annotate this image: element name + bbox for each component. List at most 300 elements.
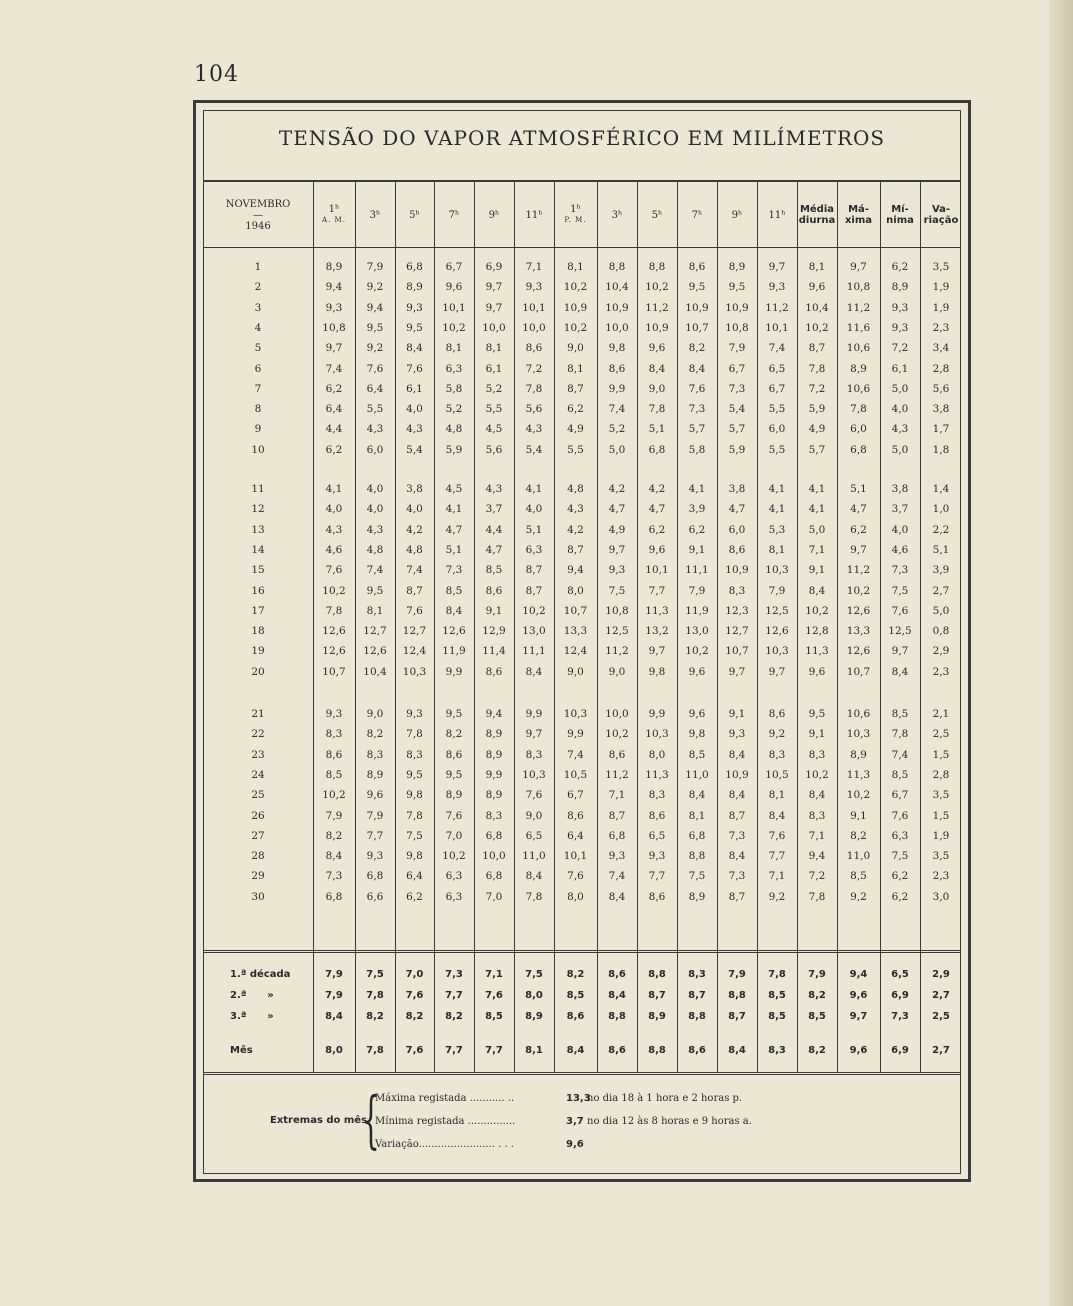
table-cell: 7,1 (525, 261, 543, 273)
table-cell: 4,0 (366, 483, 384, 495)
table-cell: 8,1 (485, 342, 503, 355)
table-cell: 7,3 (891, 564, 909, 577)
summary-cell: 7,8 (366, 990, 384, 1001)
table-cell: 7,9 (366, 809, 384, 822)
table-cell: 7,3 (445, 564, 463, 577)
table-cell: 6,6 (366, 890, 384, 903)
table-cell: 7,6 (525, 789, 543, 802)
table-cell: 8,1 (366, 604, 384, 617)
table-cell: 8,4 (891, 665, 909, 678)
table-cell: 10,2 (805, 604, 829, 617)
table-cell: 6,8 (688, 829, 706, 842)
extreme-max-name: Máxima registada ........... .. (375, 1093, 515, 1104)
table-cell: 11,1 (685, 564, 709, 577)
table-cell: 6,4 (325, 403, 343, 416)
table-cell: 9,7 (485, 301, 503, 314)
table-cell: 10,7 (685, 321, 709, 334)
table-cell: 5,7 (728, 423, 746, 436)
summary-cell: 7,8 (366, 1045, 384, 1056)
table-cell: 10,8 (846, 281, 871, 294)
column-header-label: 9ʰ (488, 209, 500, 221)
table-cell: 8,4 (688, 362, 706, 375)
summary-cell: 8,8 (648, 969, 666, 980)
table-cell: 7,8 (808, 890, 826, 903)
table-cell: 8,4 (808, 789, 826, 802)
table-cell: 4,8 (406, 543, 423, 556)
table-cell: 8,2 (366, 728, 384, 741)
table-cell: 10,3 (402, 665, 427, 678)
table-cell: 4,0 (891, 403, 909, 416)
header-year: 1946 (245, 220, 271, 232)
row-day: 17 (251, 604, 265, 617)
table-cell: 9,3 (525, 281, 543, 294)
row-day: 26 (251, 809, 265, 822)
column-header (677, 186, 717, 244)
table-cell: 9,3 (325, 708, 343, 720)
table-cell: 8,6 (567, 809, 584, 822)
table-cell: 4,3 (891, 423, 909, 436)
header-month: NOVEMBRO (225, 198, 291, 210)
table-cell: 11,2 (765, 301, 789, 314)
table-cell: 6,0 (850, 423, 867, 436)
table-cell: 8,9 (728, 261, 746, 273)
table-cell: 9,4 (808, 850, 826, 863)
summary-cell: 7,3 (891, 1011, 909, 1022)
summary-cell: 8,5 (566, 990, 585, 1001)
table-cell: 8,7 (728, 890, 746, 903)
table-cell: 12,6 (765, 625, 789, 638)
summary-cell: 8,2 (405, 1011, 424, 1022)
table-cell: 8,6 (525, 342, 543, 355)
table-cell: 5,9 (808, 403, 826, 416)
table-cell: 7,5 (891, 850, 909, 863)
summary-cell: 2,5 (932, 1011, 950, 1022)
table-cell: 7,8 (406, 728, 423, 741)
table-cell: 11,0 (522, 850, 546, 863)
table-cell: 9,6 (808, 665, 826, 678)
table-cell: 7,4 (608, 403, 626, 416)
table-cell: 11,3 (645, 768, 669, 781)
table-cell: 5,5 (567, 443, 584, 456)
row-day: 4 (254, 321, 262, 334)
table-cell: 10,2 (442, 850, 466, 863)
table-cell: 5,5 (366, 403, 384, 416)
table-cell: 9,5 (445, 708, 463, 720)
table-cell: 3,5 (932, 850, 950, 863)
header-month-cell (203, 186, 313, 244)
column-header-label: Va- (931, 204, 951, 215)
table-cell: 6,3 (445, 362, 463, 375)
table-cell: 7,8 (891, 728, 909, 741)
table-cell: 7,6 (567, 870, 584, 883)
table-cell: 9,3 (608, 564, 626, 577)
table-cell: 11,3 (645, 604, 669, 617)
table-cell: 5,6 (525, 403, 543, 416)
table-cell: 8,7 (808, 342, 826, 355)
table-cell: 10,0 (605, 321, 629, 334)
table-cell: 7,8 (850, 403, 867, 416)
table-cell: 12,6 (846, 604, 871, 617)
table-cell: 7,5 (406, 829, 423, 842)
table-cell: 11,0 (846, 850, 871, 863)
table-cell: 11,9 (685, 604, 709, 617)
table-cell: 10,2 (322, 584, 346, 597)
table-cell: 9,0 (648, 382, 666, 395)
table-cell: 6,1 (485, 362, 503, 375)
extremes-label: Extremas do mês (270, 1115, 368, 1126)
summary-cell: 2,7 (932, 990, 950, 1001)
table-cell: 10,4 (605, 281, 629, 294)
title-divider (203, 180, 961, 182)
row-day: 22 (251, 728, 265, 741)
table-cell: 3,8 (728, 483, 746, 495)
table-cell: 10,2 (322, 789, 346, 802)
summary-cell: 7,1 (485, 969, 503, 980)
row-day: 20 (251, 665, 265, 678)
table-cell: 5,1 (445, 543, 463, 556)
table-cell: 8,2 (688, 342, 706, 355)
table-cell: 9,3 (891, 321, 909, 334)
summary-divider (203, 950, 961, 953)
table-cell: 6,3 (525, 543, 543, 556)
table-cell: 4,6 (891, 543, 909, 556)
table-cell: 5,2 (485, 382, 503, 395)
table-cell: 1,9 (932, 829, 950, 842)
table-cell: 7,8 (648, 403, 666, 416)
table-cell: 6,4 (567, 829, 584, 842)
table-cell: 6,4 (366, 382, 384, 395)
summary-label: 2.ª » (230, 990, 274, 1001)
summary-cell: 8,4 (325, 1011, 343, 1022)
summary-label: Mês (230, 1045, 253, 1056)
table-cell: 9,3 (366, 850, 384, 863)
table-cell: 8,3 (648, 789, 666, 802)
summary-cell: 8,1 (525, 1045, 543, 1056)
table-cell: 6,8 (485, 829, 503, 842)
table-cell: 4,0 (325, 503, 343, 516)
table-cell: 8,1 (567, 261, 584, 273)
table-cell: 6,4 (406, 870, 423, 883)
table-cell: 12,4 (563, 645, 588, 658)
table-cell: 9,7 (850, 543, 867, 556)
summary-cell: 8,6 (688, 1045, 706, 1056)
column-header (474, 186, 514, 244)
table-cell: 4,3 (485, 483, 503, 495)
table-cell: 6,2 (325, 382, 343, 395)
table-cell: 8,8 (648, 261, 666, 273)
table-cell: 10,8 (725, 321, 749, 334)
table-cell: 1,4 (932, 483, 950, 495)
table-cell: 9,8 (406, 789, 423, 802)
table-cell: 8,5 (325, 768, 343, 781)
table-cell: 11,2 (605, 645, 629, 658)
table-cell: 9,5 (445, 768, 463, 781)
table-cell: 10,7 (563, 604, 588, 617)
table-cell: 10,3 (846, 728, 871, 741)
summary-cell: 7,9 (808, 969, 826, 980)
table-cell: 8,6 (608, 748, 626, 761)
table-cell: 9,3 (608, 850, 626, 863)
table-cell: 9,1 (850, 809, 867, 822)
table-cell: 10,2 (563, 281, 588, 294)
table-cell: 8,8 (608, 261, 626, 273)
table-cell: 7,6 (366, 362, 384, 375)
table-cell: 12,5 (605, 625, 629, 638)
table-cell: 9,5 (808, 708, 826, 720)
table-cell: 10,1 (442, 301, 466, 314)
table-cell: 8,9 (406, 281, 423, 294)
table-cell: 9,5 (406, 321, 423, 334)
table-cell: 7,6 (891, 604, 909, 617)
table-cell: 4,3 (525, 423, 543, 436)
table-cell: 4,7 (485, 543, 503, 556)
summary-cell: 7,7 (485, 1045, 503, 1056)
table-cell: 6,0 (768, 423, 786, 436)
table-cell: 10,4 (363, 665, 387, 678)
table-cell: 8,0 (648, 748, 666, 761)
table-cell: 10,3 (765, 564, 789, 577)
table-cell: 7,6 (406, 362, 423, 375)
table-cell: 8,4 (608, 890, 626, 903)
column-header (514, 186, 554, 244)
table-cell: 10,2 (605, 728, 629, 741)
table-cell: 9,0 (567, 665, 584, 678)
summary-cell: 8,5 (768, 990, 786, 1001)
table-cell: 2,3 (932, 665, 950, 678)
table-cell: 8,1 (768, 543, 786, 556)
table-cell: 8,6 (445, 748, 463, 761)
table-cell: 4,7 (445, 523, 463, 536)
column-header (920, 186, 962, 244)
table-cell: 9,9 (445, 665, 463, 678)
table-cell: 6,8 (608, 829, 626, 842)
table-cell: 12,7 (363, 625, 387, 638)
column-header-sub: diurna (798, 215, 836, 226)
column-header-label: Mí- (891, 204, 909, 215)
header-dash: — (253, 209, 263, 221)
table-cell: 8,5 (891, 768, 909, 781)
table-cell: 8,6 (608, 362, 626, 375)
row-day: 12 (251, 503, 265, 516)
table-cell: 10,2 (685, 645, 709, 658)
summary-cell: 2,9 (932, 969, 950, 980)
table-cell: 7,4 (366, 564, 384, 577)
table-cell: 3,9 (932, 564, 950, 577)
table-cell: 3,5 (932, 789, 950, 802)
summary-cell: 7,3 (445, 969, 463, 980)
table-cell: 9,0 (525, 809, 543, 822)
table-cell: 7,1 (768, 870, 786, 883)
table-cell: 3,7 (485, 503, 503, 516)
column-header (837, 186, 880, 244)
table-cell: 9,4 (567, 564, 584, 577)
table-cell: 5,5 (768, 443, 786, 456)
extreme-max-note: no dia 18 à 1 hora e 2 horas p. (587, 1093, 743, 1104)
table-cell: 4,0 (406, 403, 423, 416)
table-cell: 8,7 (567, 543, 584, 556)
table-cell: 9,5 (366, 584, 384, 597)
table-cell: 10,2 (442, 321, 466, 334)
table-cell: 9,3 (406, 301, 423, 314)
table-cell: 8,3 (808, 748, 826, 761)
table-cell: 7,5 (891, 584, 909, 597)
summary-cell: 6,5 (891, 969, 909, 980)
table-cell: 4,1 (768, 503, 786, 516)
table-cell: 5,5 (485, 403, 503, 416)
table-cell: 9,5 (366, 321, 384, 334)
table-cell: 9,2 (366, 281, 384, 294)
table-cell: 11,2 (846, 301, 871, 314)
table-cell: 12,7 (725, 625, 749, 638)
table-cell: 5,6 (932, 382, 950, 395)
summary-cell: 7,0 (405, 969, 424, 980)
extremes-divider (203, 1072, 961, 1075)
table-cell: 8,9 (485, 748, 503, 761)
summary-cell: 8,8 (728, 990, 746, 1001)
table-cell: 8,0 (567, 584, 584, 597)
table-cell: 8,1 (808, 261, 826, 273)
summary-cell: 8,8 (648, 1045, 666, 1056)
table-cell: 7,8 (406, 809, 423, 822)
table-cell: 5,8 (445, 382, 463, 395)
table-cell: 10,9 (725, 301, 749, 314)
table-cell: 8,6 (728, 543, 746, 556)
table-cell: 9,1 (485, 604, 503, 617)
table-cell: 4,3 (366, 423, 384, 436)
table-cell: 9,3 (325, 301, 343, 314)
table-cell: 10,8 (322, 321, 346, 334)
table-cell: 11,1 (522, 645, 546, 658)
column-header-sub: xima (844, 215, 873, 226)
brace-icon: { (362, 1083, 380, 1156)
table-cell: 8,4 (688, 789, 706, 802)
table-cell: 7,4 (406, 564, 423, 577)
column-header-sub: nima (886, 215, 914, 226)
table-cell: 9,8 (608, 342, 626, 355)
table-cell: 10,0 (482, 321, 506, 334)
summary-cell: 8,2 (366, 1011, 384, 1022)
summary-label: 1.ª década (230, 969, 291, 980)
table-cell: 7,8 (325, 604, 343, 617)
table-cell: 12,5 (888, 625, 912, 638)
column-header (554, 186, 597, 244)
column-header (395, 186, 434, 244)
table-cell: 7,1 (808, 543, 826, 556)
table-cell: 8,6 (485, 665, 503, 678)
table-cell: 10,2 (846, 584, 871, 597)
table-cell: 10,7 (322, 665, 346, 678)
summary-cell: 7,9 (325, 969, 343, 980)
table-cell: 6,3 (891, 829, 909, 842)
table-cell: 8,1 (688, 809, 706, 822)
table-cell: 4,9 (808, 423, 826, 436)
row-day: 5 (254, 342, 262, 355)
table-cell: 9,7 (525, 728, 543, 741)
table-cell: 8,6 (485, 584, 503, 597)
table-cell: 4,1 (445, 503, 463, 516)
table-cell: 12,5 (765, 604, 789, 617)
table-cell: 7,4 (608, 870, 626, 883)
table-cell: 9,9 (485, 768, 503, 781)
table-cell: 1,9 (932, 301, 950, 314)
table-cell: 7,6 (406, 604, 423, 617)
table-cell: 10,4 (805, 301, 829, 314)
table-cell: 4,2 (406, 523, 423, 536)
row-day: 23 (251, 748, 265, 761)
table-cell: 4,9 (608, 523, 626, 536)
summary-cell: 6,9 (891, 1045, 909, 1056)
row-day: 19 (251, 645, 265, 658)
table-cell: 10,9 (645, 321, 669, 334)
table-cell: 8,9 (891, 281, 909, 294)
table-cell: 5,1 (850, 483, 867, 495)
summary-cell: 8,0 (525, 990, 543, 1001)
table-cell: 8,9 (325, 261, 343, 273)
table-cell: 7,7 (648, 870, 666, 883)
summary-cell: 2,7 (932, 1045, 950, 1056)
table-cell: 10,1 (765, 321, 789, 334)
table-cell: 8,5 (688, 748, 706, 761)
table-cell: 6,5 (648, 829, 666, 842)
table-cell: 6,8 (325, 890, 343, 903)
table-cell: 12,7 (402, 625, 427, 638)
table-cell: 8,7 (608, 809, 626, 822)
column-header (313, 186, 355, 244)
table-cell: 6,0 (728, 523, 746, 536)
column-header (434, 186, 474, 244)
table-cell: 12,8 (805, 625, 829, 638)
table-cell: 8,4 (406, 342, 423, 355)
table-cell: 4,2 (648, 483, 666, 495)
table-cell: 9,7 (850, 261, 867, 273)
summary-cell: 9,6 (849, 990, 868, 1001)
table-cell: 3,7 (891, 503, 909, 516)
summary-cell: 7,6 (405, 1045, 424, 1056)
table-cell: 11,2 (645, 301, 669, 314)
table-cell: 5,4 (525, 443, 543, 456)
column-header-sub: A. M. (322, 216, 346, 224)
table-cell: 11,6 (846, 321, 871, 334)
table-cell: 8,7 (567, 382, 584, 395)
table-cell: 7,6 (445, 809, 463, 822)
extreme-var-name: Variação........................ . . . (375, 1139, 514, 1150)
table-cell: 9,1 (808, 564, 826, 577)
column-header-label: 7ʰ (691, 209, 703, 221)
table-cell: 5,0 (608, 443, 626, 456)
table-cell: 4,2 (567, 523, 584, 536)
summary-cell: 8,7 (728, 1011, 746, 1022)
table-cell: 4,8 (445, 423, 463, 436)
row-day: 21 (251, 708, 265, 720)
table-cell: 10,2 (563, 321, 588, 334)
table-cell: 5,2 (445, 403, 463, 416)
column-header-label: 5ʰ (651, 209, 663, 221)
table-cell: 8,4 (648, 362, 666, 375)
table-cell: 1,5 (932, 748, 950, 761)
row-day: 3 (254, 301, 262, 314)
row-day: 30 (251, 890, 265, 903)
summary-cell: 8,8 (608, 1011, 626, 1022)
summary-cell: 7,7 (445, 990, 463, 1001)
table-cell: 7,4 (768, 342, 786, 355)
table-cell: 8,5 (445, 584, 463, 597)
table-cell: 8,3 (406, 748, 423, 761)
table-cell: 8,7 (525, 564, 543, 577)
table-cell: 1,7 (932, 423, 950, 436)
row-day: 14 (251, 543, 265, 556)
table-cell: 12,4 (402, 645, 427, 658)
column-header-label: 3ʰ (611, 209, 623, 221)
